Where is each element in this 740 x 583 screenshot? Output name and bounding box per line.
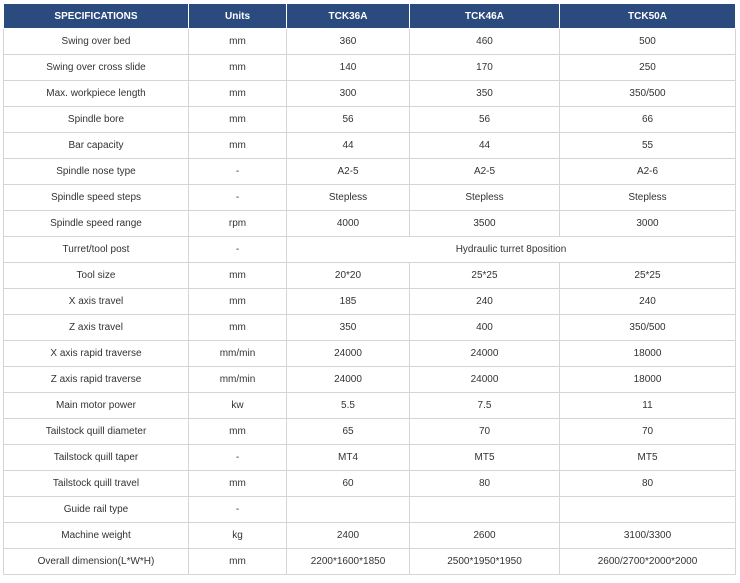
spec-value-tck46a-cell: 24000 <box>410 367 560 393</box>
spec-name-cell: Swing over cross slide <box>4 55 189 81</box>
spec-value-tck46a-cell: 25*25 <box>410 263 560 289</box>
spec-value-tck50a-cell: Stepless <box>560 185 736 211</box>
spec-value-tck50a-cell: 3100/3300 <box>560 523 736 549</box>
spec-value-tck46a-cell: 350 <box>410 81 560 107</box>
spec-value-tck50a-cell: 55 <box>560 133 736 159</box>
spec-value-tck36a-cell: 2400 <box>287 523 410 549</box>
spec-unit-cell: - <box>189 185 287 211</box>
spec-name-cell: Spindle bore <box>4 107 189 133</box>
spec-name-cell: Overall dimension(L*W*H) <box>4 549 189 575</box>
spec-unit-cell: mm <box>189 107 287 133</box>
table-row <box>4 315 736 341</box>
table-row <box>4 55 736 81</box>
spec-value-tck50a-cell: 18000 <box>560 341 736 367</box>
spec-value-tck36a-cell: 185 <box>287 289 410 315</box>
spec-value-tck46a-cell: 2500*1950*1950 <box>410 549 560 575</box>
table-row <box>4 237 736 263</box>
spec-value-tck50a-cell: 70 <box>560 419 736 445</box>
spec-value-tck50a-cell: 3000 <box>560 211 736 237</box>
spec-value-tck50a-cell: 350/500 <box>560 315 736 341</box>
table-row <box>4 445 736 471</box>
spec-value-tck50a-cell: 2600/2700*2000*2000 <box>560 549 736 575</box>
header-model-tck50a: TCK50A <box>560 4 736 29</box>
spec-value-tck50a-cell: 25*25 <box>560 263 736 289</box>
spec-unit-cell: - <box>189 445 287 471</box>
spec-value-tck46a-cell: 240 <box>410 289 560 315</box>
spec-merged-value-cell: Hydraulic turret 8position <box>287 237 736 263</box>
table-row <box>4 107 736 133</box>
spec-value-tck46a-cell: 460 <box>410 29 560 55</box>
spec-name-cell: Tool size <box>4 263 189 289</box>
spec-value-tck36a-cell: A2-5 <box>287 159 410 185</box>
spec-unit-cell: mm <box>189 133 287 159</box>
spec-unit-cell: mm <box>189 81 287 107</box>
spec-value-tck36a-cell: 60 <box>287 471 410 497</box>
table-row <box>4 263 736 289</box>
spec-value-tck46a-cell: 400 <box>410 315 560 341</box>
spec-value-tck36a-cell: 360 <box>287 29 410 55</box>
spec-name-cell: Z axis travel <box>4 315 189 341</box>
spec-name-cell: Tailstock quill diameter <box>4 419 189 445</box>
table-row <box>4 133 736 159</box>
spec-unit-cell: kg <box>189 523 287 549</box>
table-row <box>4 159 736 185</box>
spec-value-tck46a-cell: 2600 <box>410 523 560 549</box>
spec-unit-cell: mm <box>189 55 287 81</box>
table-row <box>4 289 736 315</box>
spec-unit-cell: - <box>189 237 287 263</box>
spec-unit-cell: mm <box>189 471 287 497</box>
header-units: Units <box>189 4 287 29</box>
table-row <box>4 29 736 55</box>
spec-name-cell: Main motor power <box>4 393 189 419</box>
spec-value-tck36a-cell: 20*20 <box>287 263 410 289</box>
spec-value-tck50a-cell: 250 <box>560 55 736 81</box>
spec-value-tck36a-cell: 300 <box>287 81 410 107</box>
spec-name-cell: Turret/tool post <box>4 237 189 263</box>
spec-unit-cell: - <box>189 159 287 185</box>
spec-value-tck46a-cell: 170 <box>410 55 560 81</box>
spec-value-tck46a-cell: 3500 <box>410 211 560 237</box>
spec-unit-cell: - <box>189 497 287 523</box>
spec-value-tck50a-cell: 18000 <box>560 367 736 393</box>
spec-value-tck36a-cell: 350 <box>287 315 410 341</box>
spec-name-cell: Max. workpiece length <box>4 81 189 107</box>
header-row <box>4 4 736 29</box>
spec-value-tck46a-cell: 56 <box>410 107 560 133</box>
spec-name-cell: X axis rapid traverse <box>4 341 189 367</box>
header-model-tck46a: TCK46A <box>410 4 560 29</box>
spec-value-tck50a-cell: 500 <box>560 29 736 55</box>
header-specifications: SPECIFICATIONS <box>4 4 189 29</box>
table-row <box>4 497 736 523</box>
spec-value-tck36a-cell: 5.5 <box>287 393 410 419</box>
spec-value-tck46a-cell <box>410 497 560 523</box>
spec-value-tck36a-cell: 24000 <box>287 341 410 367</box>
spec-value-tck46a-cell: 80 <box>410 471 560 497</box>
spec-value-tck36a-cell: 24000 <box>287 367 410 393</box>
table-body <box>4 29 736 575</box>
spec-name-cell: Tailstock quill travel <box>4 471 189 497</box>
spec-value-tck46a-cell: MT5 <box>410 445 560 471</box>
table-row <box>4 471 736 497</box>
spec-unit-cell: kw <box>189 393 287 419</box>
spec-value-tck36a-cell: 140 <box>287 55 410 81</box>
spec-value-tck36a-cell: 56 <box>287 107 410 133</box>
header-model-tck36a: TCK36A <box>287 4 410 29</box>
spec-unit-cell: mm <box>189 263 287 289</box>
spec-unit-cell: rpm <box>189 211 287 237</box>
spec-value-tck46a-cell: Stepless <box>410 185 560 211</box>
table-row <box>4 185 736 211</box>
spec-value-tck50a-cell <box>560 497 736 523</box>
specifications-table <box>3 3 736 575</box>
spec-name-cell: Tailstock quill taper <box>4 445 189 471</box>
spec-unit-cell: mm/min <box>189 367 287 393</box>
spec-value-tck50a-cell: 11 <box>560 393 736 419</box>
spec-value-tck36a-cell: Stepless <box>287 185 410 211</box>
table-row <box>4 523 736 549</box>
spec-value-tck36a-cell: 2200*1600*1850 <box>287 549 410 575</box>
spec-value-tck50a-cell: 240 <box>560 289 736 315</box>
spec-value-tck36a-cell: 65 <box>287 419 410 445</box>
spec-unit-cell: mm <box>189 29 287 55</box>
table-row <box>4 367 736 393</box>
spec-name-cell: Spindle speed range <box>4 211 189 237</box>
table-row <box>4 549 736 575</box>
spec-name-cell: Spindle nose type <box>4 159 189 185</box>
spec-value-tck36a-cell: MT4 <box>287 445 410 471</box>
spec-value-tck36a-cell: 44 <box>287 133 410 159</box>
table-row <box>4 81 736 107</box>
spec-name-cell: X axis travel <box>4 289 189 315</box>
spec-value-tck36a-cell: 4000 <box>287 211 410 237</box>
spec-name-cell: Guide rail type <box>4 497 189 523</box>
spec-value-tck50a-cell: 350/500 <box>560 81 736 107</box>
spec-unit-cell: mm <box>189 549 287 575</box>
spec-value-tck46a-cell: 70 <box>410 419 560 445</box>
table-row <box>4 211 736 237</box>
spec-unit-cell: mm <box>189 315 287 341</box>
spec-value-tck50a-cell: A2-6 <box>560 159 736 185</box>
spec-name-cell: Machine weight <box>4 523 189 549</box>
table-row <box>4 341 736 367</box>
spec-value-tck46a-cell: 7.5 <box>410 393 560 419</box>
spec-name-cell: Spindle speed steps <box>4 185 189 211</box>
table-row <box>4 419 736 445</box>
spec-value-tck50a-cell: 80 <box>560 471 736 497</box>
spec-unit-cell: mm/min <box>189 341 287 367</box>
spec-name-cell: Bar capacity <box>4 133 189 159</box>
spec-value-tck46a-cell: A2-5 <box>410 159 560 185</box>
spec-value-tck36a-cell <box>287 497 410 523</box>
table-row <box>4 393 736 419</box>
spec-value-tck46a-cell: 24000 <box>410 341 560 367</box>
spec-value-tck50a-cell: 66 <box>560 107 736 133</box>
spec-unit-cell: mm <box>189 419 287 445</box>
spec-value-tck50a-cell: MT5 <box>560 445 736 471</box>
spec-value-tck46a-cell: 44 <box>410 133 560 159</box>
spec-unit-cell: mm <box>189 289 287 315</box>
spec-name-cell: Z axis rapid traverse <box>4 367 189 393</box>
spec-name-cell: Swing over bed <box>4 29 189 55</box>
